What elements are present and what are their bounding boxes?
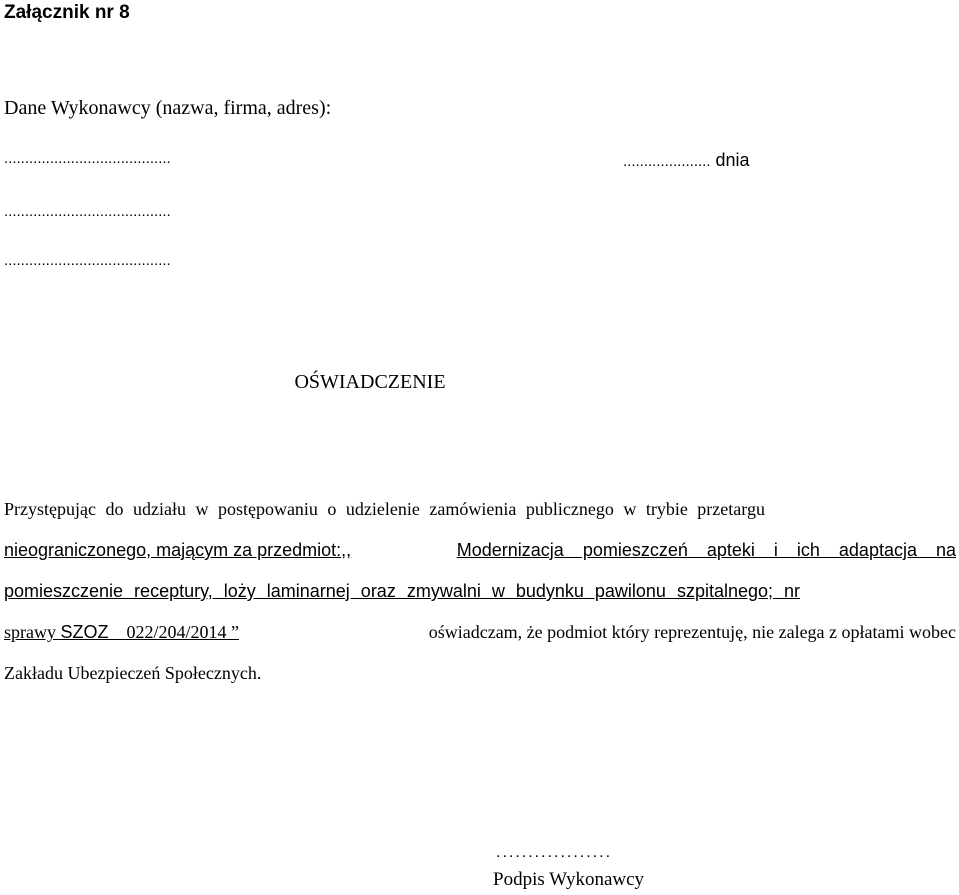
statement-line-2 [4,537,956,578]
closing-quote: ” [231,622,240,642]
statement-line-1 [4,496,956,537]
statement-line-4 [4,619,956,660]
contractor-dots-line-3: ........................................ [4,252,171,269]
contractor-data-label: Dane Wykonawcy (nazwa, firma, adres): [4,97,332,119]
statement-line-3 [4,578,956,619]
contract-subject-part-1: Modernizacja pomieszczeń apteki i ich adaptacja na [456,540,956,560]
signature-label: Podpis Wykonawcy [493,869,645,890]
date-word: dnia [710,150,750,170]
statement-institution: Zakładu Ubezpieczeń Społecznych. [4,663,262,683]
annex-title: Załącznik nr 8 [4,2,130,23]
opening-quote: ,, [341,540,352,560]
statement-text: Przystępując do udziału w postępowaniu o udzielenie zamówienia publicznego w trybie przetargu [4,499,765,519]
statement-declaration: oświadczam, że podmiot który reprezentuję, nie zalega z opłatami wobec [428,622,956,642]
case-label [4,619,239,660]
statement-body [4,496,956,701]
statement-line-2-start [4,537,351,578]
case-word: sprawy [4,622,56,642]
statement-heading: OŚWIADCZENIE [294,371,446,393]
contract-subject-part-2: pomieszczenie receptury, loży laminarnej oraz zmywalni w budynku pawilonu szpitalnego; nr [4,581,801,601]
contractor-dots-line-1: ........................................ [4,150,171,167]
statement-line-5 [4,660,956,701]
date-line [623,150,750,171]
case-code: SZOZ [60,622,109,642]
signature-dots: .................. [496,844,613,861]
case-number: 022/204/2014 [126,622,227,642]
date-dots: ..................... [623,153,711,170]
contractor-dots-line-2: ........................................ [4,203,171,220]
subject-prefix: nieograniczonego, mającym za przedmiot: [4,540,342,560]
